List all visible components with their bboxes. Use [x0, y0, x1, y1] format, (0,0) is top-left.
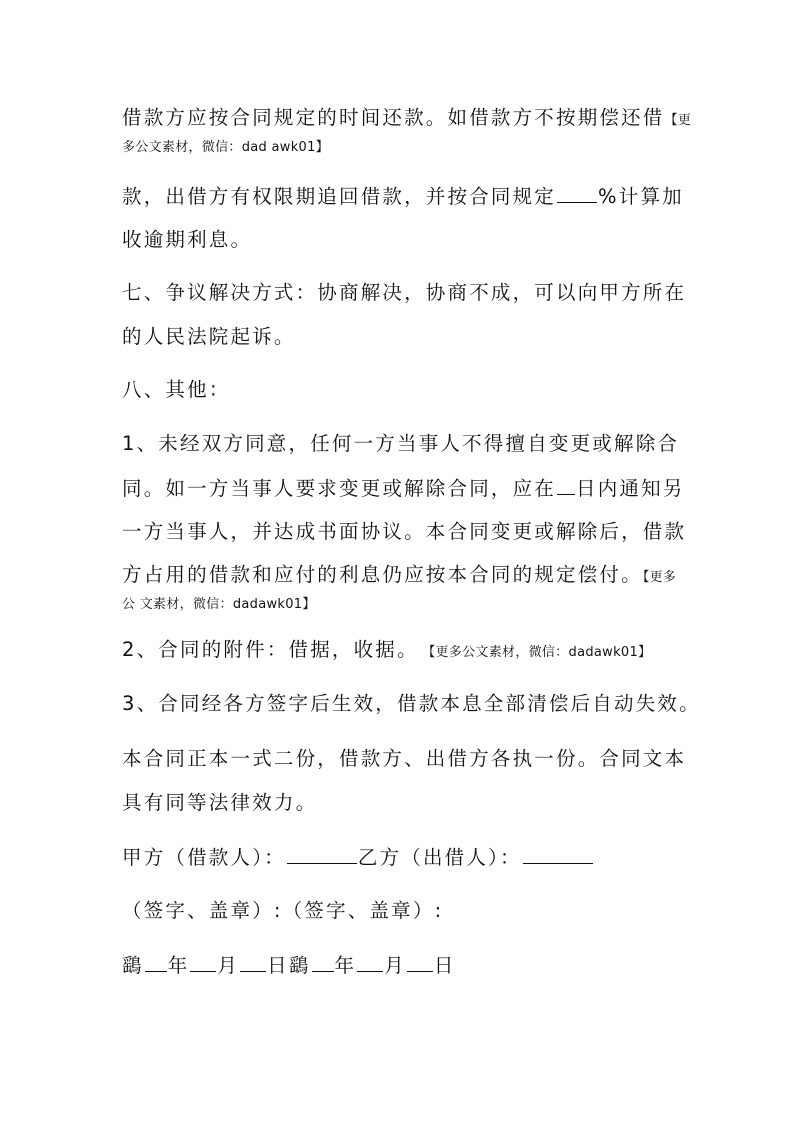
blank-year-a [145, 953, 167, 972]
blank-year-b [312, 953, 334, 972]
item-1-line-3: 一方当事人，并达成书面协议。本合同变更或解除后，借款 [122, 520, 687, 543]
item-1-line-4: 方占用的借款和应付的利息仍应按本合同的规定偿付。【更多 [122, 563, 677, 586]
blank-percent [557, 184, 597, 203]
copies-line-2: 具有同等法律效力。 [122, 791, 318, 814]
paragraph-repayment-line-1: 借款方应按合同规定的时间还款。如借款方不按期偿还借【更 [122, 106, 692, 129]
item-1-line-2: 同。如一方当事人要求变更或解除合同，应在 日内通知另 [122, 477, 685, 500]
signature-line: （签字、盖章）:（签字、盖章）: [122, 899, 444, 922]
item-1-line-1: 1、未经双方同意，任何一方当事人不得擅自变更或解除合 [122, 432, 680, 455]
watermark-note: 【更 [664, 113, 692, 128]
blank-party-a [287, 845, 357, 864]
watermark-note: 【更多公文素材，微信：dadawk01】 [428, 645, 652, 660]
item-2: 2、合同的附件：借据，收据。 【更多公文素材，微信：dadawk01】 [122, 638, 652, 661]
blank-day-a [240, 953, 266, 972]
watermark-note: 【更多 [642, 570, 677, 585]
date-line: 鷂 年 月 日鷂 年 月 日 [122, 954, 456, 977]
blank-month-b [357, 953, 383, 972]
blank-party-b [523, 845, 593, 864]
blank-month-a [190, 953, 216, 972]
parties-line: 甲方（借款人）： 乙方（出借人）： [122, 845, 594, 870]
clause-7-line-2: 的人民法院起诉。 [122, 325, 296, 348]
item-3: 3、合同经各方签字后生效，借款本息全部清偿后自动失效。 [122, 692, 701, 715]
watermark-note: 多公文素材，微信：dad awk01】 [122, 140, 329, 155]
paragraph-overdue-line-1: 款，出借方有权限期追回借款，并按合同规定 %计算加 [122, 185, 684, 208]
blank-day-b [407, 953, 433, 972]
paragraph-overdue-line-2: 收逾期利息。 [122, 228, 253, 251]
clause-8-heading: 八、其他： [122, 378, 231, 401]
clause-7-line-1: 七、争议解决方式：协商解决，协商不成，可以向甲方所在 [122, 281, 687, 304]
copies-line-1: 本合同正本一式二份，借款方、出借方各执一份。合同文本 [122, 747, 687, 770]
blank-days [557, 476, 575, 495]
watermark-note: 公 文素材，微信：dadawk01】 [122, 597, 316, 612]
